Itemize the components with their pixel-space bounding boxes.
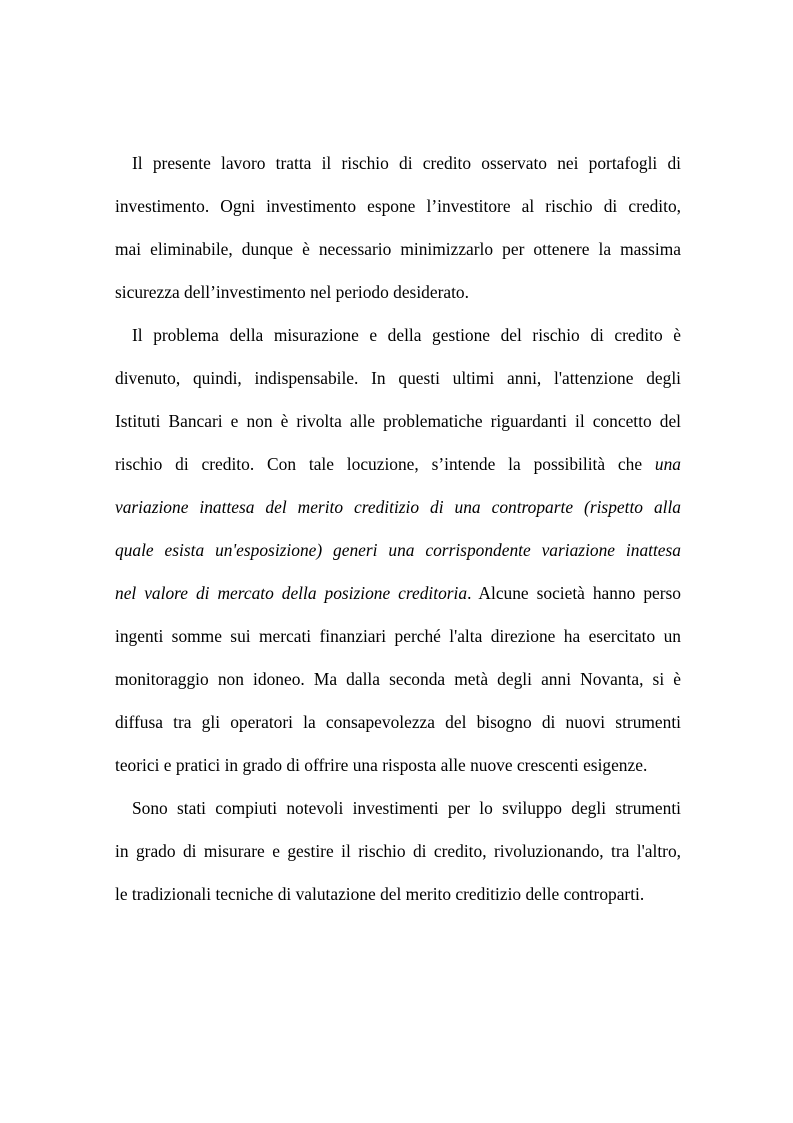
text-line — [115, 572, 681, 615]
italic-text: variazione inattesa del merito creditizio di una controparte (rispetto alla — [115, 497, 681, 517]
text-line — [115, 357, 681, 400]
text-span: sicurezza dell’investimento nel periodo desiderato. — [115, 282, 469, 302]
text-line — [115, 615, 681, 658]
text-line — [115, 830, 681, 873]
text-line — [115, 314, 681, 357]
text-span: Istituti Bancari e non è rivolta alle problematiche riguardanti il concetto del — [115, 411, 681, 431]
text-line — [115, 873, 681, 916]
text-span: rischio di credito. Con tale locuzione, s’intende la possibilità che — [115, 454, 655, 474]
text-line — [115, 271, 681, 314]
text-line — [115, 228, 681, 271]
text-span: mai eliminabile, dunque è necessario minimizzarlo per ottenere la massima — [115, 239, 681, 259]
text-span: le tradizionali tecniche di valutazione del merito creditizio delle controparti. — [115, 884, 645, 904]
paragraph-2 — [115, 314, 681, 787]
text-span: Il presente lavoro tratta il rischio di credito osservato nei portafogli di — [132, 153, 681, 173]
text-span: ingenti somme sui mercati finanziari perché l'alta direzione ha esercitato un — [115, 626, 681, 646]
text-span: Sono stati compiuti notevoli investimenti per lo sviluppo degli strumenti — [132, 798, 681, 818]
text-span: Il problema della misurazione e della gestione del rischio di credito è — [132, 325, 681, 345]
text-line — [115, 787, 681, 830]
italic-text: una — [654, 454, 681, 474]
text-span: investimento. Ogni investimento espone l’investitore al rischio di credito, — [115, 196, 681, 216]
paragraph-1 — [115, 142, 681, 314]
italic-text: quale esista un'esposizione) generi una corrispondente variazione inattesa — [115, 540, 681, 560]
text-line — [115, 701, 681, 744]
paragraph-3 — [115, 787, 681, 916]
text-line — [115, 486, 681, 529]
text-line — [115, 185, 681, 228]
text-line — [115, 443, 681, 486]
text-span: monitoraggio non idoneo. Ma dalla seconda metà degli anni Novanta, si è — [115, 669, 681, 689]
text-span: divenuto, quindi, indispensabile. In questi ultimi anni, l'attenzione degli — [115, 368, 681, 388]
text-line — [115, 744, 681, 787]
text-line — [115, 142, 681, 185]
text-line — [115, 529, 681, 572]
text-line — [115, 658, 681, 701]
text-span: teorici e pratici in grado di offrire una risposta alle nuove crescenti esigenze. — [115, 755, 648, 775]
text-span: diffusa tra gli operatori la consapevolezza del bisogno di nuovi strumenti — [115, 712, 681, 732]
text-span: . Alcune società hanno perso — [467, 583, 681, 603]
italic-text: nel valore di mercato della posizione creditoria — [115, 583, 468, 603]
body-text — [115, 142, 681, 916]
text-line — [115, 400, 681, 443]
text-span: in grado di misurare e gestire il rischio di credito, rivoluzionando, tra l'altro, — [115, 841, 681, 861]
